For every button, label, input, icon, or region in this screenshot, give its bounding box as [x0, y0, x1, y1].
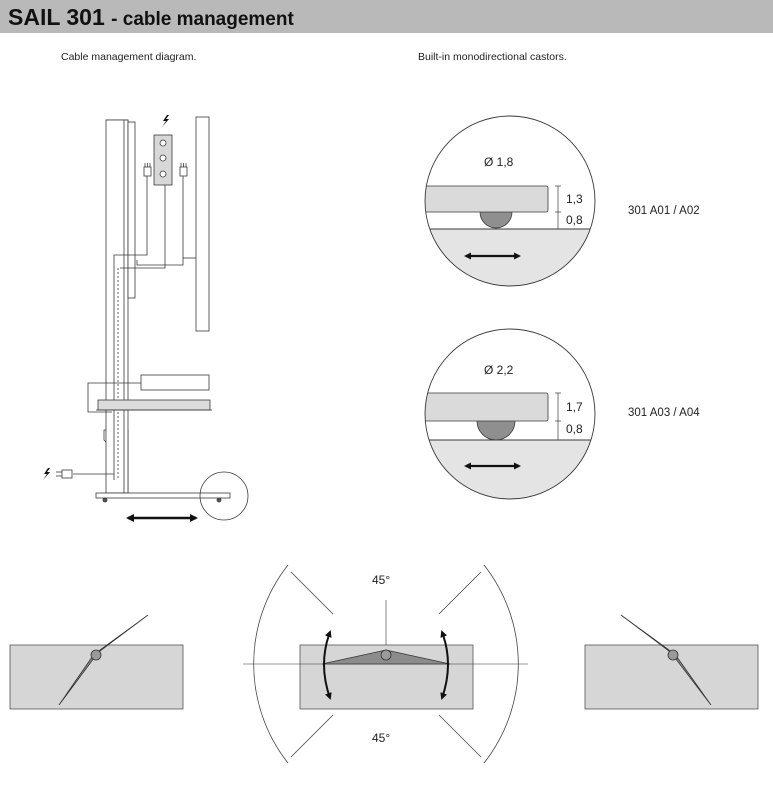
castor-large-height-total: 1,7 — [566, 400, 583, 414]
cable-diagram-caption: Cable management diagram. — [61, 51, 197, 63]
castor-small-height-wheel: 0,8 — [566, 213, 583, 227]
castor-large-model: 301 A03 / A04 — [628, 407, 700, 419]
screen — [196, 117, 209, 331]
castor-small-height-total: 1,3 — [566, 192, 583, 206]
rotation-view-right — [585, 615, 758, 709]
floor-power-icon — [43, 468, 50, 480]
castor-detail-small — [420, 116, 610, 299]
screen-bracket — [128, 122, 135, 298]
plug-right — [180, 167, 187, 176]
castor-small-model: 301 A01 / A02 — [628, 205, 700, 217]
castors-caption: Built-in monodirectional castors. — [418, 51, 567, 63]
power-icon — [162, 115, 169, 127]
title-main: SAIL 301 — [8, 4, 105, 30]
plug-left — [144, 167, 151, 176]
device-box — [141, 375, 209, 390]
cable-management-diagram — [43, 115, 248, 520]
castor-detail-large — [420, 329, 610, 510]
castor-small-diameter: Ø 1,8 — [484, 155, 514, 169]
castor-large-height-wheel: 0,8 — [566, 422, 583, 436]
castor-large-diameter: Ø 2,2 — [484, 363, 514, 377]
cable-b — [137, 176, 183, 265]
angle-bottom-label: 45° — [372, 731, 391, 745]
shelf — [98, 400, 210, 410]
title-sub: - cable management — [111, 9, 294, 30]
stand-base — [96, 493, 230, 498]
rotation-view-left — [10, 615, 183, 709]
angle-top-label: 45° — [372, 573, 391, 587]
stand-column-body — [106, 120, 128, 493]
